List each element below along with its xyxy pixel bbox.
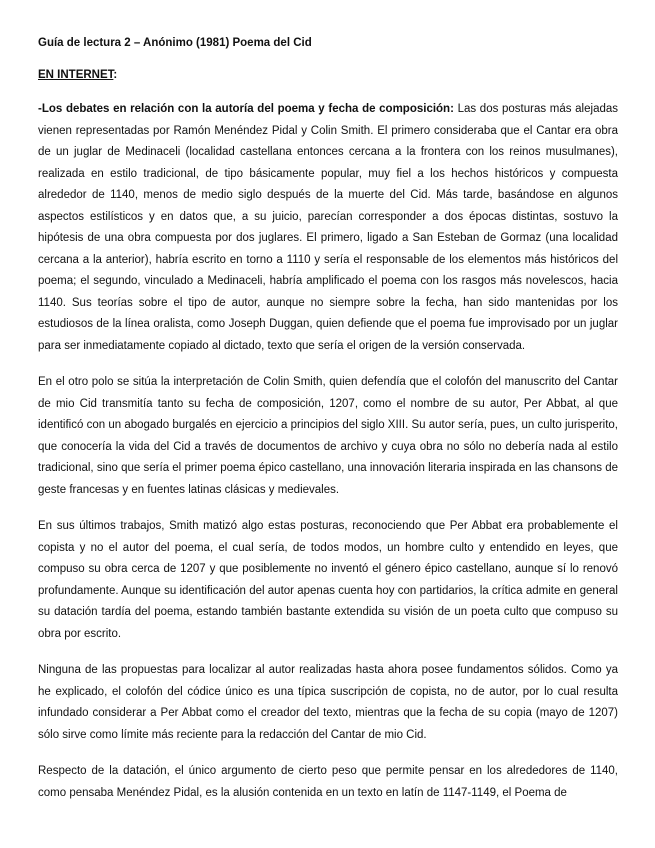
paragraph-smith-later-work: En sus últimos trabajos, Smith matizó algo estas posturas, reconociendo que Per Abbat era probablemente el copista y no el autor del poema, el cual sería, de todos modos, un hombre culto y entendido en leyes, que compuso su obra cerca de 1207 y que posiblemente no inventó el género épico castellano, aunque sí lo renovó profundamente. Aunque su identificación del autor apenas cuenta hoy con partidarios, la crítica admite en general su datación tardía del poema, estando también bastante extendida su visión de un poeta culto que compuso su obra por escrito.	[38, 520, 618, 640]
paragraph-dating: Respecto de la datación, el único argumento de cierto peso que permite pensar en los alrededores de 1140, como pensaba Menéndez Pidal, es la alusión contenida en un texto en latín de 1147-1149, el Poema de	[38, 765, 618, 799]
section-heading-text: EN INTERNET	[38, 69, 114, 81]
paragraph-author-proposals: Ninguna de las propuestas para localizar al autor realizadas hasta ahora posee fundamentos sólidos. Como ya he explicado, el colofón del códice único es una típica suscripción de copista, no de autor, por lo cual resulta infundado considerar a Per Abbat como el creador del texto, mientras que la fecha de su copia (mayo de 1207) sólo sirve como límite más reciente para la redacción del Cantar de mio Cid.	[38, 664, 618, 741]
paragraph-authorship-debate	[38, 99, 618, 357]
paragraph-lead: -Los debates en relación con la autoría del poema y fecha de composición:	[38, 103, 454, 115]
document-title: Guía de lectura 2 – Anónimo (1981) Poema del Cid	[38, 37, 312, 49]
paragraph-colin-smith: En el otro polo se sitúa la interpretación de Colin Smith, quien defendía que el colofón del manuscrito del Cantar de mio Cid transmitía tanto su fecha de composición, 1207, como el nombre de su autor, Per Abbat, al que identificó con un abogado burgalés en ejercicio a principios del siglo XIII. Su autor sería, pues, un culto jurisperito, que conocería la vida del Cid a través de documentos de archivo y cuya obra no sólo no debería nada al estilo tradicional, sino que sería el primer poema épico castellano, una innovación literaria inspirada en las chansons de geste francesas y en fuentes latinas clásicas y medievales.	[38, 376, 618, 496]
section-heading-colon: :	[113, 69, 118, 81]
section-heading	[38, 67, 618, 83]
paragraph-text: Las dos posturas más alejadas vienen representadas por Ramón Menéndez Pidal y Colin Smith. El primero consideraba que el Cantar era obra de un juglar de Medinaceli (localidad castellana entonces cercana a la frontera con los reinos musulmanes), realizada en estilo tradicional, de tipo básicamente popular, muy fiel a los hechos históricos y compuesta alrededor de 1140, menos de medio siglo después de la muerte del Cid. Más tarde, basándose en algunos aspectos estilísticos y en datos que, a su juicio, parecían corresponder a dos épocas distintas, sostuvo la hipótesis de una obra compuesta por dos juglares. El primero, ligado a San Esteban de Gormaz (una localidad cercana a la anterior), habría escrito en torno a 1110 y sería el responsable de los elementos más históricos del poema; el segundo, vinculado a Medinaceli, habría amplificado el poema con los rasgos más novelescos, hacia 1140. Sus teorías sobre el tipo de autor, aunque no siempre sobre la fecha, han sido mantenidas por los estudiosos de la línea oralista, como Joseph Duggan, quien defiende que el poema fue improvisado por un juglar para ser inmediatamente copiado al dictado, texto que sería el origen de la versión conservada.	[38, 103, 619, 352]
